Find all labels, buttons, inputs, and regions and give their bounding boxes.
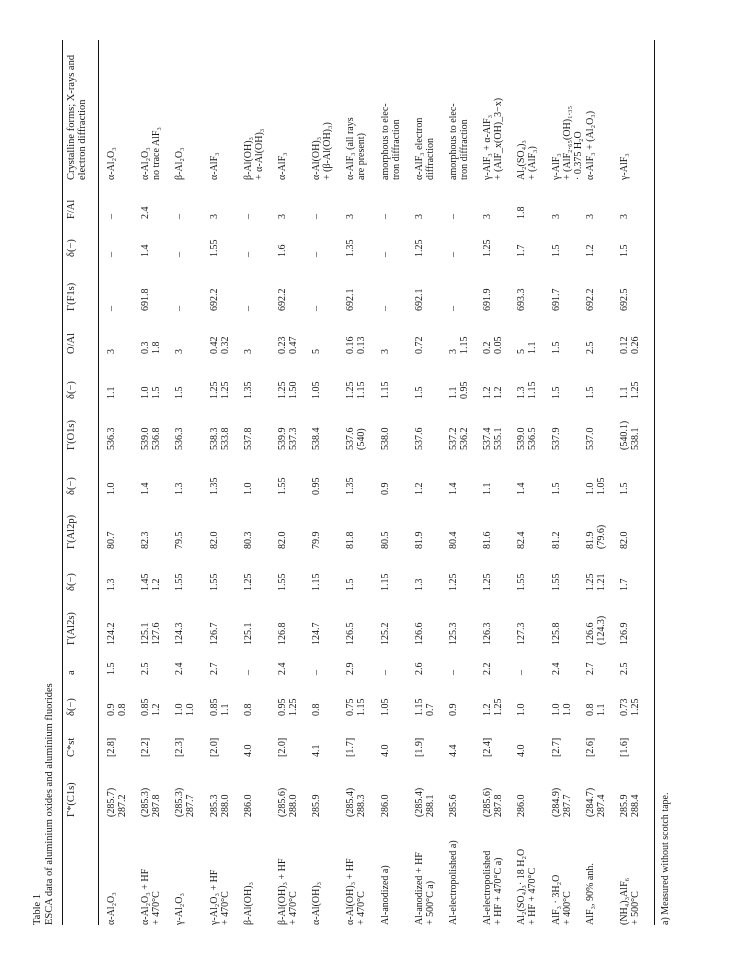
cell-delta-al2p: 1.5 xyxy=(619,482,630,495)
cell-f1s: 692.2 xyxy=(208,288,220,311)
cell-delta-c: 0.85 1.2 xyxy=(140,698,163,716)
cell-o-al: 3 1.15 xyxy=(448,336,470,354)
col-header-o1s: Γ(O1s) xyxy=(66,420,77,450)
cell-o-al: 5 xyxy=(311,349,323,354)
col-header-f-al: F/Al xyxy=(66,199,77,219)
cell-delta-al2p: 1.5 xyxy=(550,482,562,495)
cell-crystalline: γ-AlF₃ + (AlF₂.₆₅(OH)₁.₃₅ · 0.375 H₂O xyxy=(550,105,584,180)
cell-o1s: 539.0 536.5 xyxy=(516,427,539,450)
cell-sample: γ-Al₂O₃ + HF + 470°C xyxy=(208,869,231,925)
cell-f-al: 1.8 xyxy=(516,206,528,219)
cell-f1s: – xyxy=(379,306,391,311)
cell-delta-c: 0.95 1.25 xyxy=(277,698,299,716)
cell-al2s: 126.6 xyxy=(413,622,425,645)
cell-f1s: – xyxy=(242,306,254,311)
cell-f-al: 3 xyxy=(345,214,357,219)
cell-delta-al2s: 1.3 xyxy=(106,578,117,591)
cell-delta-o1s: 1.5 xyxy=(584,386,596,399)
cell-f-al: – xyxy=(311,214,323,219)
cell-delta-al2p: 1.2 xyxy=(413,482,425,495)
cell-f1s: 691.8 xyxy=(140,288,152,311)
cell-o1s: 536.3 xyxy=(174,427,186,450)
cell-delta-al2s: 1.55 xyxy=(277,573,288,591)
cell-cst: [2.3] xyxy=(174,737,186,757)
cell-delta-al2p: 1.4 xyxy=(516,482,528,495)
cell-delta-c: 0.9 xyxy=(448,703,459,716)
cell-crystalline: β-Al(OH)₃ + α-Al(OH)₃ xyxy=(242,128,265,180)
cell-delta-c: 0.9 0.8 xyxy=(106,703,128,716)
cell-cst: [2.0] xyxy=(277,737,288,757)
cell-o-al: 0.2 0.05 xyxy=(482,336,505,354)
cell-delta-al2s: 1.55 xyxy=(208,573,220,591)
cell-cst: [2.8] xyxy=(106,737,117,757)
cell-f-al: 3 xyxy=(208,214,220,219)
cell-a: 2.4 xyxy=(277,662,288,675)
cell-f-al: 3 xyxy=(584,214,596,219)
cell-cst: 4.4 xyxy=(448,744,459,757)
cell-delta-c: 0.75 1.15 xyxy=(345,698,368,716)
cell-al2p: 80.7 xyxy=(106,531,117,549)
cell-o1s: (540.1) 538.1 xyxy=(619,420,641,450)
cell-o1s: 537.6 xyxy=(413,427,425,450)
cell-sample: Al-electropolished a) xyxy=(448,840,459,925)
cell-c1s: (284.7) 287.4 xyxy=(584,787,607,817)
cell-al2p: 82.0 xyxy=(208,531,220,549)
cell-o1s: 539.0 536.8 xyxy=(140,427,163,450)
cell-f1s: 691.7 xyxy=(550,288,562,311)
cell-o1s: 538.3 533.8 xyxy=(208,427,231,450)
cell-o-al: 0.42 0.32 xyxy=(208,336,231,354)
table-label: Table 1 xyxy=(32,893,43,925)
cell-al2p: 81.9 xyxy=(413,531,425,549)
cell-delta-c: 1.0 1.0 xyxy=(550,703,573,716)
cell-o-al: 3 xyxy=(174,349,186,354)
cell-al2s: 126.6 (124.3) xyxy=(584,615,607,645)
cell-crystalline: α-Al₂O₃ no trace AlF₃ xyxy=(140,127,163,180)
cell-crystalline: β-Al₂O₃ xyxy=(174,147,186,180)
col-header-al2p: Γ(Al2p) xyxy=(66,514,77,549)
table-footnote: a) Measured without scotch tape. xyxy=(660,792,671,925)
cell-o1s: 537.9 xyxy=(550,427,562,450)
cell-f1s: 692.5 xyxy=(619,288,630,311)
cell-al2s: 125.1 xyxy=(242,622,254,645)
cell-delta-al2s: 1.25 xyxy=(242,573,254,591)
cell-sample: Al-electropolished + HF + 470°C a) xyxy=(482,850,505,925)
cell-delta-f1s: 1.25 xyxy=(413,239,425,257)
cell-f-al: 3 xyxy=(482,214,494,219)
cell-c1s: 285.9 288.4 xyxy=(619,794,641,817)
cell-o-al: 0.12 0.26 xyxy=(619,336,641,354)
cell-f-al: 2.4 xyxy=(140,206,152,219)
cell-a: 2.5 xyxy=(140,662,152,675)
cell-al2p: 80.5 xyxy=(379,531,391,549)
cell-crystalline: amorphous to elec- tron diffraction xyxy=(448,103,470,180)
cell-al2p: 82.0 xyxy=(619,531,630,549)
cell-delta-f1s: – xyxy=(106,252,117,257)
cell-delta-al2s: 1.25 1.21 xyxy=(584,573,607,591)
cell-sample: β-Al(OH)₃ + HF + 470°C xyxy=(277,858,299,925)
cell-cst: [1.6] xyxy=(619,737,630,757)
cell-o-al: 3 xyxy=(242,349,254,354)
cell-f1s: 692.1 xyxy=(413,288,425,311)
cell-delta-o1s: 1.25 1.15 xyxy=(345,381,368,399)
cell-delta-c: 1.05 xyxy=(379,698,391,716)
cell-a: 2.5 xyxy=(619,662,630,675)
cell-o1s: 539.9 537.3 xyxy=(277,427,299,450)
cell-delta-f1s: 1.55 xyxy=(208,239,220,257)
cell-delta-al2s: 1.55 xyxy=(174,573,186,591)
col-header-delta-al2p: δ(−) xyxy=(66,477,77,495)
cell-o1s: 538.0 xyxy=(379,427,391,450)
cell-delta-al2p: 1.0 xyxy=(242,482,254,495)
cell-cst: [2.4] xyxy=(482,737,494,757)
cell-o1s: 537.0 xyxy=(584,427,596,450)
cell-c1s: (285.7) 287.2 xyxy=(106,787,128,817)
cell-c1s: 285.6 xyxy=(448,794,459,817)
cell-cst: 4.1 xyxy=(311,744,323,757)
cell-delta-o1s: 1.25 1.50 xyxy=(277,381,299,399)
cell-f1s: 691.9 xyxy=(482,288,494,311)
cell-al2s: 126.8 xyxy=(277,622,288,645)
cell-delta-al2p: 1.35 xyxy=(345,477,357,495)
cell-sample: Al-anodized a) xyxy=(379,865,391,925)
cell-sample: Al₂(SO₄)₃· 18 H₂O + HF + 470°C xyxy=(516,848,539,925)
cell-delta-o1s: 1.05 xyxy=(311,381,323,399)
cell-delta-al2s: 1.55 xyxy=(516,573,528,591)
cell-delta-c: 1.0 1.0 xyxy=(174,703,197,716)
cell-o-al: 0.23 0.47 xyxy=(277,336,299,354)
cell-c1s: (284.9) 287.7 xyxy=(550,787,573,817)
cell-a: 2.4 xyxy=(550,662,562,675)
cell-crystalline: α-AlF₃ (all rays are present) xyxy=(345,117,368,180)
col-header-c1s: Γ*(C1s) xyxy=(66,782,77,817)
cell-al2s: 125.8 xyxy=(550,622,562,645)
cell-f-al: – xyxy=(106,214,117,219)
cell-al2s: 124.2 xyxy=(106,622,117,645)
cell-f-al: – xyxy=(448,214,459,219)
cell-delta-al2s: 1.5 xyxy=(345,578,357,591)
cell-delta-o1s: 1.1 0.95 xyxy=(448,381,470,399)
cell-a: 1.5 xyxy=(106,662,117,675)
cell-c1s: 285.9 xyxy=(311,794,323,817)
cell-f1s: – xyxy=(106,306,117,311)
cell-cst: [1.7] xyxy=(345,737,357,757)
cell-o1s: 536.3 xyxy=(106,427,117,450)
cell-f-al: 3 xyxy=(619,214,630,219)
cell-delta-al2s: 1.7 xyxy=(619,578,630,591)
cell-delta-f1s: 1.25 xyxy=(482,239,494,257)
cell-crystalline: γ-AlF₃ xyxy=(619,153,630,180)
col-header-crystalline: Crystalline forms; X-rays and electron diffraction xyxy=(66,54,88,180)
cell-f1s: 692.1 xyxy=(345,288,357,311)
cell-a: 2.2 xyxy=(482,662,494,675)
cell-al2s: 126.3 xyxy=(482,622,494,645)
cell-o1s: 537.2 536.2 xyxy=(448,427,470,450)
cell-sample: AlF₃, 90% anh. xyxy=(584,863,596,925)
cell-delta-al2s: 1.25 xyxy=(448,573,459,591)
cell-al2p: 79.9 xyxy=(311,531,323,549)
cell-delta-f1s: 1.5 xyxy=(550,244,562,257)
cell-delta-al2p: 1.4 xyxy=(448,482,459,495)
cell-al2p: 79.5 xyxy=(174,531,186,549)
cell-delta-al2p: 1.1 xyxy=(482,482,494,495)
cell-delta-al2s: 1.25 xyxy=(482,573,494,591)
cell-a: 2.7 xyxy=(208,662,220,675)
cell-cst: 4.0 xyxy=(516,744,528,757)
cell-al2s: 124.3 xyxy=(174,622,186,645)
cell-f1s: 692.2 xyxy=(584,288,596,311)
cell-cst: [2.2] xyxy=(140,737,152,757)
cell-c1s: (285.3) 287.7 xyxy=(174,787,197,817)
cell-o-al: 0.16 0.13 xyxy=(345,336,368,354)
cell-crystalline: α-Al(OH)₃ + (β-Al(OH)₃) xyxy=(311,122,334,180)
cell-delta-c: 1.0 xyxy=(516,703,528,716)
cell-f1s: – xyxy=(311,306,323,311)
cell-sample: (NH₄)₃AlF₆ + 500°C xyxy=(619,877,641,925)
cell-delta-o1s: 1.1 xyxy=(106,386,117,399)
cell-a: 2.6 xyxy=(413,662,425,675)
cell-delta-c: 0.8 xyxy=(311,703,323,716)
cell-al2p: 81.9 (79.6) xyxy=(584,524,607,549)
cell-al2p: 80.3 xyxy=(242,531,254,549)
cell-crystalline: α-AlF₃ xyxy=(277,152,288,180)
cell-f1s: – xyxy=(174,306,186,311)
cell-o-al: 2.5 xyxy=(584,341,596,354)
cell-c1s: (285.3) 287.8 xyxy=(140,787,163,817)
cell-c1s: (285.4) 288.1 xyxy=(413,787,436,817)
cell-f-al: – xyxy=(242,214,254,219)
cell-o1s: 538.4 xyxy=(311,427,323,450)
cell-sample: α-Al(OH)₃ + HF + 470°C xyxy=(345,858,368,925)
cell-sample: Al-anodized + HF + 500°C a) xyxy=(413,852,436,925)
cell-delta-f1s: – xyxy=(379,252,391,257)
col-header-delta-f1s: δ(−) xyxy=(66,239,77,257)
cell-o-al: 3 xyxy=(106,349,117,354)
cell-al2s: 127.3 xyxy=(516,622,528,645)
cell-o-al: 1.5 xyxy=(550,341,562,354)
cell-delta-o1s: 1.5 xyxy=(550,386,562,399)
col-header-delta-al2s: δ(−) xyxy=(66,573,77,591)
col-header-al2s: Γ(Al2s) xyxy=(66,612,77,645)
cell-al2p: 81.2 xyxy=(550,531,562,549)
cell-al2s: 125.2 xyxy=(379,622,391,645)
cell-al2s: 126.9 xyxy=(619,622,630,645)
cell-a: – xyxy=(379,670,391,675)
cell-delta-al2s: 1.55 xyxy=(550,573,562,591)
cell-al2s: 125.1 127.6 xyxy=(140,622,163,645)
cell-delta-o1s: 1.5 xyxy=(174,386,186,399)
rotated-table-block xyxy=(32,40,697,925)
cell-al2s: 126.5 xyxy=(345,622,357,645)
cell-o-al: 0.3 1.8 xyxy=(140,341,163,354)
cell-delta-o1s: 1.25 1.25 xyxy=(208,381,231,399)
cell-delta-c: 0.8 xyxy=(242,703,254,716)
cell-delta-o1s: 1.15 xyxy=(379,381,391,399)
cell-delta-c: 0.73 1.25 xyxy=(619,698,641,716)
cell-crystalline: α-AlF₃ + (Al₂O₃) xyxy=(584,110,596,180)
cell-delta-al2p: 1.3 xyxy=(174,482,186,495)
cell-f-al: – xyxy=(174,214,186,219)
cell-al2p: 81.6 xyxy=(482,531,494,549)
cell-al2s: 126.7 xyxy=(208,622,220,645)
cell-o-al: 5 1.1 xyxy=(516,341,539,354)
col-header-delta-c: δ(−) xyxy=(66,698,77,716)
cell-c1s: 285.3 288.0 xyxy=(208,794,231,817)
col-header-delta-o1s: δ(−) xyxy=(66,381,77,399)
cell-c1s: (285.4) 288.3 xyxy=(345,787,368,817)
cell-o1s: 537.4 535.1 xyxy=(482,427,505,450)
cell-f1s: – xyxy=(448,306,459,311)
cell-c1s: 286.0 xyxy=(379,794,391,817)
cell-delta-f1s: – xyxy=(242,252,254,257)
cell-delta-al2p: 1.4 xyxy=(140,482,152,495)
cell-o-al: 3 xyxy=(379,349,391,354)
cell-crystalline: α-AlF₃ electron diffraction xyxy=(413,117,436,180)
cell-delta-f1s: 1.7 xyxy=(516,244,528,257)
cell-delta-al2p: 1.35 xyxy=(208,477,220,495)
cell-a: 2.7 xyxy=(584,662,596,675)
cell-crystalline: Al₂(SO₄)₃ + (AlF₃) xyxy=(516,140,539,180)
cell-sample: α-Al₂O₃ xyxy=(106,892,117,925)
cell-cst: 4.0 xyxy=(242,744,254,757)
cell-crystalline: α-AlF₃ xyxy=(208,152,220,180)
cell-delta-o1s: 1.35 xyxy=(242,381,254,399)
cell-al2p: 81.8 xyxy=(345,531,357,549)
table-title: ESCA data of aluminium oxides and aluminium fluorides xyxy=(44,683,55,925)
cell-delta-al2s: 1.15 xyxy=(379,573,391,591)
cell-sample: β-Al(OH)₃ xyxy=(242,881,254,925)
cell-sample: α-Al(OH)₃ xyxy=(311,881,323,925)
cell-delta-c: 1.15 0.7 xyxy=(413,698,436,716)
cell-delta-c: 1.2 1.25 xyxy=(482,698,505,716)
cell-a: – xyxy=(448,670,459,675)
cell-cst: [2.6] xyxy=(584,737,596,757)
cell-c1s: (285.6) 287.8 xyxy=(482,787,505,817)
cell-delta-f1s: 1.6 xyxy=(277,244,288,257)
cell-sample: γ-Al₂O₃ xyxy=(174,893,186,925)
cell-c1s: (285.6) 288.0 xyxy=(277,787,299,817)
cell-o-al: 0.72 xyxy=(413,336,425,354)
cell-delta-f1s: 1.4 xyxy=(140,244,152,257)
cell-delta-al2p: 1.0 1.05 xyxy=(584,477,607,495)
cell-o1s: 537.6 (540) xyxy=(345,427,368,450)
cell-cst: [1.9] xyxy=(413,737,425,757)
cell-a: – xyxy=(242,670,254,675)
cell-f1s: 693.3 xyxy=(516,288,528,311)
cell-cst: [2.7] xyxy=(550,737,562,757)
bottom-rule xyxy=(654,40,655,925)
col-header-cst: C*st xyxy=(66,737,77,757)
cell-delta-al2s: 1.3 xyxy=(413,578,425,591)
cell-o1s: 537.8 xyxy=(242,427,254,450)
cell-delta-f1s: – xyxy=(174,252,186,257)
cell-delta-c: 0.85 1.1 xyxy=(208,698,231,716)
cell-delta-o1s: 1.5 xyxy=(413,386,425,399)
cell-delta-o1s: 1.3 1.15 xyxy=(516,381,539,399)
cell-cst: [2.0] xyxy=(208,737,220,757)
cell-crystalline: γ-AlF₃ + α-AlF₃ + (AlF_x(OH)_3−x) xyxy=(482,97,505,180)
cell-delta-al2p: 0.9 xyxy=(379,482,391,495)
cell-delta-f1s: 1.35 xyxy=(345,239,357,257)
cell-delta-c: 0.8 1.1 xyxy=(584,703,607,716)
cell-al2p: 82.4 xyxy=(516,531,528,549)
col-header-a: a xyxy=(66,670,77,675)
cell-sample: α-Al₂O₃ + HF + 470°C xyxy=(140,868,163,925)
cell-cst: 4.0 xyxy=(379,744,391,757)
top-rule xyxy=(62,40,63,925)
table-row xyxy=(619,40,659,925)
cell-delta-o1s: 1.1 1.25 xyxy=(619,381,641,399)
cell-al2s: 125.3 xyxy=(448,622,459,645)
cell-crystalline: amorphous to elec- tron diffraction xyxy=(379,103,402,180)
cell-al2p: 80.4 xyxy=(448,531,459,549)
cell-delta-f1s: 1.5 xyxy=(619,244,630,257)
col-header-o-al: O/Al xyxy=(66,333,77,354)
cell-c1s: 286.0 xyxy=(242,794,254,817)
cell-delta-f1s: – xyxy=(311,252,323,257)
cell-f1s: 692.2 xyxy=(277,288,288,311)
cell-delta-al2s: 1.45 1.2 xyxy=(140,573,163,591)
cell-a: – xyxy=(516,670,528,675)
cell-al2p: 82.3 xyxy=(140,531,152,549)
cell-delta-al2s: 1.15 xyxy=(311,573,323,591)
cell-crystalline: α-Al₂O₃ xyxy=(106,147,117,180)
cell-delta-al2p: 1.55 xyxy=(277,477,288,495)
col-header-f1s: Γ(F1s) xyxy=(66,282,77,311)
cell-delta-o1s: 1.2 1.2 xyxy=(482,386,505,399)
cell-delta-al2p: 1.0 xyxy=(106,482,117,495)
cell-delta-f1s: 1.2 xyxy=(584,244,596,257)
cell-f-al: 3 xyxy=(277,214,288,219)
cell-sample: AlF₃ · 3H₂O + 400°C xyxy=(550,874,573,925)
cell-f-al: 3 xyxy=(413,214,425,219)
cell-a: – xyxy=(311,670,323,675)
cell-delta-al2p: 0.95 xyxy=(311,477,323,495)
cell-al2s: 124.7 xyxy=(311,622,323,645)
cell-f-al: 3 xyxy=(550,214,562,219)
cell-delta-o1s: 1.0 1.5 xyxy=(140,386,163,399)
cell-c1s: 286.0 xyxy=(516,794,528,817)
cell-a: 2.9 xyxy=(345,662,357,675)
cell-al2p: 82.0 xyxy=(277,531,288,549)
header-rule xyxy=(98,40,99,925)
cell-a: 2.4 xyxy=(174,662,186,675)
cell-f-al: – xyxy=(379,214,391,219)
cell-delta-f1s: – xyxy=(448,252,459,257)
